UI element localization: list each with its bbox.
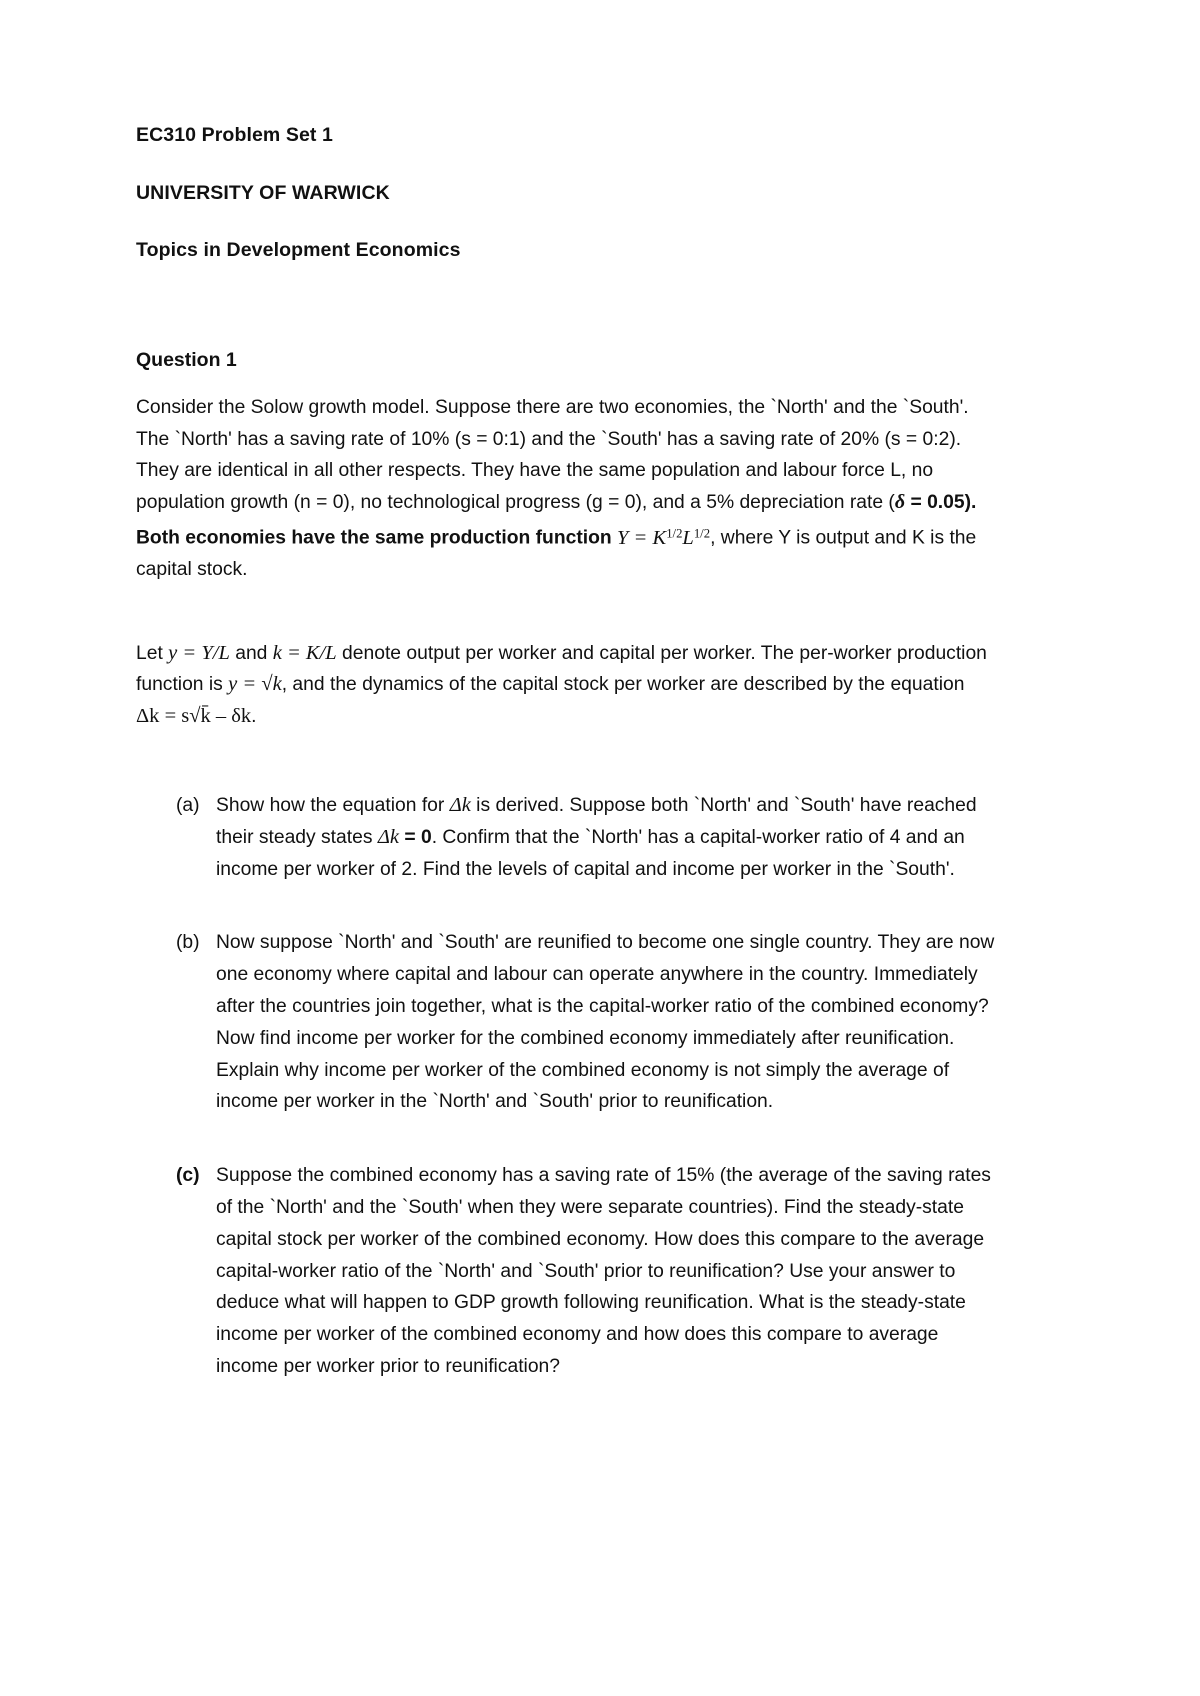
item-a-steady-value: = 0	[398, 826, 432, 848]
question-items-list	[136, 790, 1000, 1383]
math-delta-k-a2: Δk	[377, 825, 399, 848]
item-label-c: (c)	[176, 1165, 200, 1187]
paragraph-per-worker-part4: , and the dynamics of the capital stock per worker are described by the equation	[281, 674, 965, 696]
math-delta-k: Δk	[136, 704, 160, 727]
production-function-formula	[617, 527, 710, 549]
item-body-a	[216, 790, 1000, 885]
paragraph-intro-part2: = 0.05). Both economies have the same production function	[136, 491, 977, 549]
list-item	[136, 790, 1000, 885]
item-a-text2: is derived. Suppose both `North' and `South' have reached their steady states	[216, 795, 977, 848]
document-title: EC310 Problem Set 1	[136, 124, 333, 146]
paragraph-per-worker-part2: and	[229, 642, 273, 664]
formula-L-exponent: 1/2	[693, 526, 711, 540]
list-item	[136, 927, 1000, 1118]
math-capital-dynamics	[136, 705, 251, 727]
item-body-c: Suppose the combined economy has a saving rate of 15% (the average of the saving rates of the `North' and the `South' when they were separate countries). Find the steady-state capital stock per worker of the combined economy. How does this compare to the average capital-worker ratio of the `North' and `South' prior to reunification? Use your answer to deduce what will happen to GDP growth following reunification. What is the steady-state income per worker of the combined economy and how does this compare to average income per worker prior to reunification?	[216, 1165, 991, 1378]
formula-L-base: L	[682, 526, 694, 549]
item-body-b: Now suppose `North' and `South' are reunified to become one single country. They are now one economy where capital and labour can operate anywhere in the country. Immediately after the countries join together, what is the capital-worker ratio of the combined economy? Now find income per worker for the combined economy immediately after reunification. Explain why income per worker of the combined economy is not simply the average of income per worker in the `North' and `South' prior to reunification.	[216, 932, 995, 1113]
paragraph-per-worker	[136, 638, 1000, 733]
math-dynamics-rest: = s√k̄ – δk	[159, 704, 252, 727]
question-heading: Question 1	[136, 348, 237, 371]
math-capital-per-worker: k = K/L	[272, 641, 337, 664]
paragraph-per-worker-part5: .	[251, 705, 257, 727]
list-item	[136, 1160, 1000, 1383]
paragraph-intro-part3: , where Y is output and K is the capital stock.	[136, 527, 977, 581]
paragraph-per-worker-part3: denote output per worker and capital per worker. The per-worker production function is	[136, 642, 987, 696]
formula-Y-base: Y = K	[617, 526, 667, 549]
math-output-per-worker: y = Y/L	[168, 641, 230, 664]
paragraph-intro-part1: Consider the Solow growth model. Suppose there are two economies, the `North' and the `South'. The `North' has a saving rate of 10% (s = 0:1) and the `South' has a saving rate of 20% (s = 0:2). They are identical in all other respects. They have the same population and labour force L, no population growth (n = 0), no technological progress (g = 0), and a 5% depreciation rate (	[136, 397, 969, 513]
paragraph-intro	[136, 392, 1000, 586]
formula-Y-exponent: 1/2	[666, 526, 683, 540]
paragraph-per-worker-part1: Let	[136, 642, 169, 664]
delta-symbol: δ	[894, 490, 906, 513]
math-per-worker-production: y = √k	[228, 673, 282, 696]
math-delta-k-a1: Δk	[449, 794, 471, 817]
item-label-a: (a)	[176, 795, 200, 817]
item-a-text4: . Confirm that the `North' has a capital-worker ratio of 4 and an income per worker of 2. Find the levels of capital and income per worker in the `South'.	[216, 826, 965, 880]
item-label-b: (b)	[176, 932, 200, 954]
document-subject: Topics in Development Economics	[136, 239, 461, 261]
item-a-text1: Show how the equation for	[216, 795, 450, 817]
document-organisation: UNIVERSITY OF WARWICK	[136, 181, 390, 204]
